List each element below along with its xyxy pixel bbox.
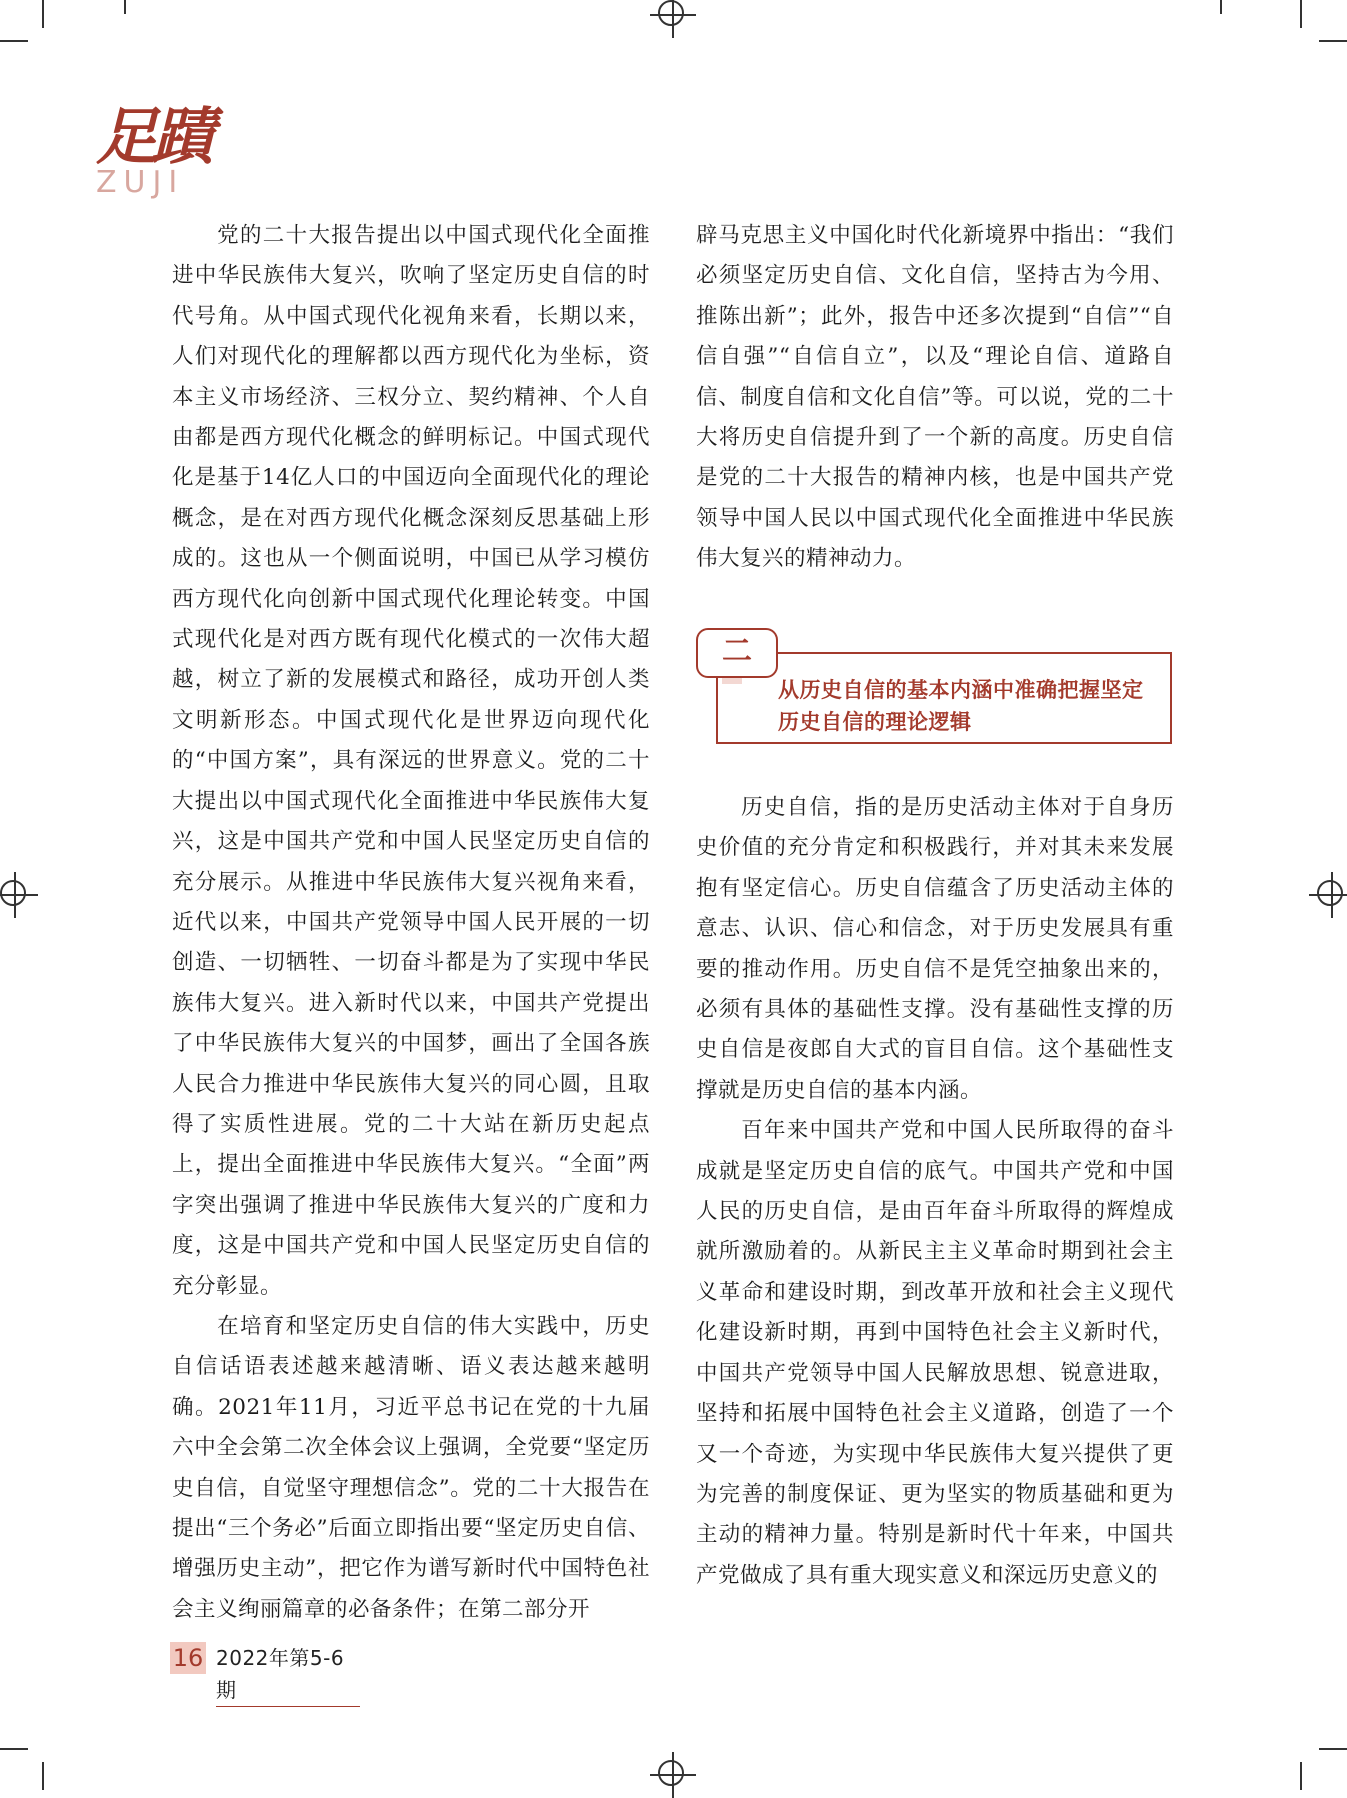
crop-mark-icon xyxy=(124,0,126,14)
crop-mark-icon xyxy=(1220,0,1222,14)
crop-mark-icon xyxy=(1300,0,1302,28)
section-number: 二 xyxy=(696,628,778,678)
registration-mark-icon xyxy=(650,0,696,38)
crop-mark-icon xyxy=(1300,1762,1302,1790)
page-number: 16 xyxy=(170,1642,206,1674)
brand-name-cn: 足蹟 xyxy=(96,100,209,173)
left-column xyxy=(172,216,650,1630)
brand-name-en: ZUJI xyxy=(96,165,185,200)
brand-logo xyxy=(96,100,246,206)
section-title-line: 从历史自信的基本内涵中准确把握坚定 xyxy=(778,678,1144,702)
right-column-bottom xyxy=(696,788,1174,1596)
crop-mark-icon xyxy=(0,1748,28,1750)
paragraph: 历史自信，指的是历史活动主体对于自身历史价值的充分肯定和积极践行，并对其未来发展抱有坚定信心。历史自信蕴含了历史活动主体的意志、认识、信心和信念，对于历史发展具有重要的推动作用。历史自信不是凭空抽象出来的，必须有具体的基础性支撑。没有基础性支撑的历史自信是夜郎自大式的盲目自信。这个基础性支撑就是历史自信的基本内涵。 xyxy=(696,795,1174,1103)
crop-mark-icon xyxy=(42,1762,44,1790)
section-title-line: 历史自信的理论逻辑 xyxy=(778,710,972,734)
section-header xyxy=(696,628,1176,746)
right-column-top xyxy=(696,216,1174,580)
crop-mark-icon xyxy=(1319,40,1347,42)
crop-mark-icon xyxy=(0,40,28,42)
paragraph: 百年来中国共产党和中国人民所取得的奋斗成就是坚定历史自信的底气。中国共产党和中国人民的历史自信，是由百年奋斗所取得的辉煌成就所激励着的。从新民主主义革命时期到社会主义革命和建设时期，到改革开放和社会主义现代化建设新时期，再到中国特色社会主义新时代，中国共产党领导中国人民解放思想、锐意进取，坚持和拓展中国特色社会主义道路，创造了一个又一个奇迹，为实现中华民族伟大复兴提供了更为完善的制度保证、更为坚实的物质基础和更为主动的精神力量。特别是新时代十年来，中国共产党做成了具有重大现实意义和深远历史意义的 xyxy=(696,1118,1174,1588)
section-title xyxy=(778,674,1168,738)
paragraph: 辟马克思主义中国化时代化新境界中指出：“我们必须坚定历史自信、文化自信，坚持古为今用、推陈出新”；此外，报告中还多次提到“自信”“自信自强”“自信自立”，以及“理论自信、道路自信、制度自信和文化自信”等。可以说，党的二十大将历史自信提升到了一个新的高度。历史自信是党的二十大报告的精神内核，也是中国共产党领导中国人民以中国式现代化全面推进中华民族伟大复兴的精神动力。 xyxy=(696,223,1174,572)
paragraph: 在培育和坚定历史自信的伟大实践中，历史自信话语表述越来越清晰、语义表达越来越明确。2021年11月，习近平总书记在党的十九届六中全会第二次全体会议上强调，全党要“坚定历史自信，自觉坚守理想信念”。党的二十大报告在提出“三个务必”后面立即指出要“坚定历史自信、增强历史主动”，把它作为谱写新时代中国特色社会主义绚丽篇章的必备条件；在第二部分开 xyxy=(172,1313,650,1622)
registration-mark-icon xyxy=(1309,872,1347,918)
registration-mark-icon xyxy=(0,872,38,918)
crop-mark-icon xyxy=(1319,1748,1347,1750)
registration-mark-icon xyxy=(650,1752,696,1798)
page-footer xyxy=(170,1640,360,1702)
issue-label: 2022年第5-6期 xyxy=(216,1642,360,1707)
crop-mark-icon xyxy=(42,0,44,28)
paragraph: 党的二十大报告提出以中国式现代化全面推进中华民族伟大复兴，吹响了坚定历史自信的时代号角。从中国式现代化视角来看，长期以来，人们对现代化的理解都以西方现代化为坐标，资本主义市场经济、三权分立、契约精神、个人自由都是西方现代化概念的鲜明标记。中国式现代化是基于14亿人口的中国迈向全面现代化的理论概念，是在对西方现代化概念深刻反思基础上形成的。这也从一个侧面说明，中国已从学习模仿西方现代化向创新中国式现代化理论转变。中国式现代化是对西方既有现代化模式的一次伟大超越，树立了新的发展模式和路径，成功开创人类文明新形态。中国式现代化是世界迈向现代化的“中国方案”，具有深远的世界意义。党的二十大提出以中国式现代化全面推进中华民族伟大复兴，这是中国共产党和中国人民坚定历史自信的充分展示。从推进中华民族伟大复兴视角来看，近代以来，中国共产党领导中国人民开展的一切创造、一切牺牲、一切奋斗都是为了实现中华民族伟大复兴。进入新时代以来，中国共产党提出了中华民族伟大复兴的中国梦，画出了全国各族人民合力推进中华民族伟大复兴的同心圆，且取得了实质性进展。党的二十大站在新历史起点上，提出全面推进中华民族伟大复兴。“全面”两字突出强调了推进中华民族伟大复兴的广度和力度，这是中国共产党和中国人民坚定历史自信的充分彰显。 xyxy=(172,223,650,1299)
